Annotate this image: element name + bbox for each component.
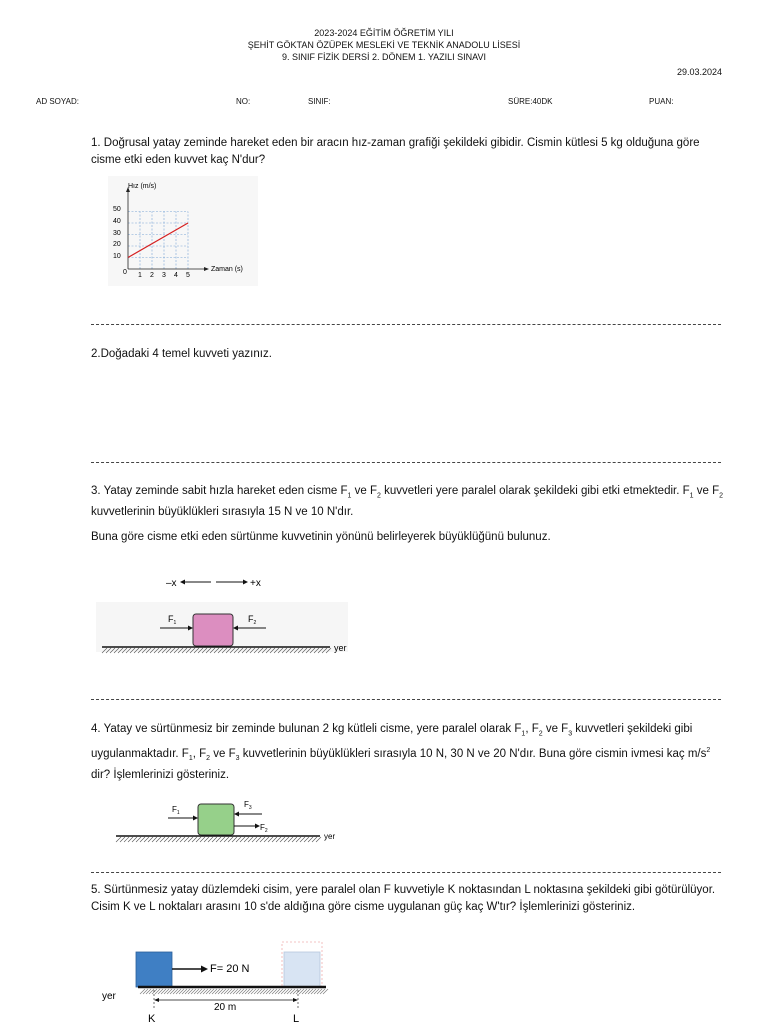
question-4 xyxy=(91,721,727,784)
work-figure-q5 xyxy=(100,940,340,1024)
force-f1-label: $F_1$ xyxy=(172,805,180,816)
duration-label: SÜRE:40DK xyxy=(508,97,553,106)
ground-hatch xyxy=(280,837,285,842)
ground-hatch xyxy=(215,989,220,994)
question-2 xyxy=(91,346,727,363)
ground-hatch xyxy=(302,989,307,994)
ground-hatch xyxy=(180,837,185,842)
ground-hatch xyxy=(252,837,257,842)
ground-hatch xyxy=(124,837,129,842)
question-2-text: 2.Doğadaki 4 temel kuvveti yazınız. xyxy=(91,348,272,360)
ground-hatch xyxy=(264,837,269,842)
ground-hatch xyxy=(155,989,160,994)
ground-hatch xyxy=(316,837,321,842)
ground-hatch xyxy=(275,989,280,994)
ground-hatch xyxy=(305,989,310,994)
graph-ytick: 50 xyxy=(113,206,121,213)
ground-hatch xyxy=(172,837,177,842)
ground-hatch xyxy=(184,837,189,842)
block-q3 xyxy=(193,614,233,646)
ground-hatch xyxy=(256,837,261,842)
ground-hatch xyxy=(185,989,190,994)
ground-hatch xyxy=(196,837,201,842)
graph-ytick: 30 xyxy=(113,230,121,237)
question-5-text: 5. Sürtünmesiz yatay düzlemdeki cisim, yere paralel olan F kuvvetiyle K noktasından L noktasına şekildeki gibi götürülüyor. Cisim K ve L noktaları arasını 10 s'de aldığına göre cisme uygulanan güç kaç W'tır? İşlemlerinizi gösteriniz. xyxy=(91,884,716,913)
ground-hatch xyxy=(140,837,145,842)
ground-hatch xyxy=(167,989,172,994)
ground-hatch xyxy=(160,837,165,842)
exam-date: 29.03.2024 xyxy=(676,67,722,77)
force-f3-label: $F_3$ xyxy=(244,800,252,811)
ground-hatch xyxy=(197,989,202,994)
ground-hatch xyxy=(227,989,232,994)
ground-hatch xyxy=(272,989,277,994)
graph-x-axis-label: Zaman (s) xyxy=(211,266,243,273)
ground-hatch xyxy=(152,837,157,842)
ground-hatch xyxy=(257,989,262,994)
ground-hatch xyxy=(120,837,125,842)
ground-hatch xyxy=(161,989,166,994)
ground-hatch xyxy=(311,989,316,994)
ground-hatch xyxy=(296,837,301,842)
ground-hatch xyxy=(176,837,181,842)
ground-hatch xyxy=(308,837,313,842)
ground-hatch xyxy=(263,989,268,994)
ground-hatch xyxy=(236,837,241,842)
graph-ytick: 40 xyxy=(113,218,121,225)
question-1 xyxy=(91,135,727,169)
force-f2-label: $F_2$ xyxy=(248,614,257,626)
ground-hatch xyxy=(268,837,273,842)
velocity-time-graph xyxy=(108,176,258,286)
ground-hatch xyxy=(240,837,245,842)
ground-hatch xyxy=(320,989,325,994)
ground-hatch xyxy=(146,989,151,994)
ground-hatch xyxy=(132,837,137,842)
graph-xtick: 3 xyxy=(162,272,166,279)
ground-hatch xyxy=(168,837,173,842)
ground-hatch xyxy=(149,989,154,994)
ground-hatch xyxy=(216,837,221,842)
ground-hatch xyxy=(221,989,226,994)
ground-hatch xyxy=(245,989,250,994)
forces-figure-q4 xyxy=(112,792,352,850)
ground-hatch xyxy=(239,989,244,994)
ground-hatch xyxy=(116,837,121,842)
ground-hatch xyxy=(312,837,317,842)
score-field-label: PUAN: xyxy=(649,97,674,106)
ground-hatch xyxy=(194,989,199,994)
distance-label: 20 m xyxy=(214,1002,237,1013)
ground-hatch xyxy=(260,837,265,842)
ground-hatch xyxy=(208,837,213,842)
force-f1-label: $F_1$ xyxy=(168,614,177,626)
point-k-label: K xyxy=(148,1013,156,1024)
ground-hatch xyxy=(170,989,175,994)
force-f2-label: $F_2$ xyxy=(260,823,268,834)
ground-hatch xyxy=(136,837,141,842)
separator xyxy=(91,324,721,325)
ground-hatch xyxy=(300,837,305,842)
ground-hatch xyxy=(287,989,292,994)
ground-label: yer xyxy=(102,991,116,1002)
ground-hatch xyxy=(148,837,153,842)
graph-xtick: 2 xyxy=(150,272,154,279)
ground-hatch xyxy=(164,837,169,842)
ground-hatch xyxy=(290,989,295,994)
ground-hatch xyxy=(288,837,293,842)
separator xyxy=(91,872,721,873)
graph-ytick: 10 xyxy=(113,253,121,260)
graph-xtick: 5 xyxy=(186,272,190,279)
ground-hatch xyxy=(233,989,238,994)
block-end-ghost xyxy=(284,952,320,987)
graph-y-axis-label: Hız (m/s) xyxy=(128,183,157,190)
exam-title: 9. SINIF FİZİK DERSİ 2. DÖNEM 1. YAZILI SINAVI xyxy=(281,52,487,62)
name-field-label: AD SOYAD: xyxy=(36,97,79,106)
point-l-label: L xyxy=(293,1013,300,1024)
ground-hatch xyxy=(191,989,196,994)
ground-hatch xyxy=(224,837,229,842)
ground-hatch xyxy=(140,989,145,994)
ground-hatch xyxy=(299,989,304,994)
class-field-label: SINIF: xyxy=(308,97,331,106)
ground-hatch xyxy=(260,989,265,994)
ground-hatch xyxy=(152,989,157,994)
ground-hatch xyxy=(296,989,301,994)
ground-hatch xyxy=(236,989,241,994)
ground-hatch xyxy=(200,837,205,842)
graph-xtick: 1 xyxy=(138,272,142,279)
ground-hatch xyxy=(188,989,193,994)
ground-hatch xyxy=(128,837,133,842)
ground-hatch xyxy=(204,837,209,842)
block-start xyxy=(136,952,172,987)
ground-hatch xyxy=(317,989,322,994)
ground-hatch xyxy=(242,989,247,994)
separator xyxy=(91,699,721,700)
question-3-text: 3. Yatay zeminde sabit hızla hareket eden cisme $F_1$ ve $F_2$ kuvvetleri yere paralel olarak şekildeki gibi etki etmektedir. $F_1$ ve $F_2$ kuvvetlerinin büyüklükleri sırasıyla 15 N ve 10 N'dır. xyxy=(91,485,724,519)
ground-hatch xyxy=(224,989,229,994)
ground-label: yer xyxy=(334,643,347,653)
ground-hatch xyxy=(144,837,149,842)
ground-hatch xyxy=(220,837,225,842)
ground-hatch xyxy=(209,989,214,994)
graph-xtick: 4 xyxy=(174,272,178,279)
ground-hatch xyxy=(158,989,163,994)
ground-hatch xyxy=(314,989,319,994)
school-year: 2023-2024 EĞİTİM ÖĞRETİM YILI xyxy=(314,28,454,38)
ground-hatch xyxy=(179,989,184,994)
ground-hatch xyxy=(276,837,281,842)
forces-figure-q3 xyxy=(96,570,356,662)
ground-hatch xyxy=(248,989,253,994)
question-4-text: 4. Yatay ve sürtünmesiz bir zeminde bulunan 2 kg kütleli cisme, yere paralel olarak $F_1$, $F_2$ ve $F_3$ kuvvetleri şekildeki gibi uygulanmaktadır. $F_1$, $F_2$ ve $F_3$ kuvvetlerinin büyüklükleri sırasıyla 10 N, 30 N ve 20 N'dır. Buna göre cismin ivmesi kaç $m/s^2$ dir? İşlemlerinizi gösteriniz. xyxy=(91,723,711,782)
ground-hatch xyxy=(266,989,271,994)
ground-hatch xyxy=(206,989,211,994)
number-field-label: NO: xyxy=(236,97,251,106)
ground-hatch xyxy=(176,989,181,994)
ground-hatch xyxy=(164,989,169,994)
ground-hatch xyxy=(281,989,286,994)
ground-hatch xyxy=(248,837,253,842)
ground-hatch xyxy=(188,837,193,842)
ground-hatch xyxy=(203,989,208,994)
ground-hatch xyxy=(230,989,235,994)
ground-hatch xyxy=(244,837,249,842)
separator xyxy=(91,462,721,463)
question-3 xyxy=(91,483,727,546)
ground-hatch xyxy=(212,989,217,994)
minus-x-label: –x xyxy=(166,578,177,589)
ground-hatch xyxy=(308,989,313,994)
ground-hatch xyxy=(269,989,274,994)
ground-hatch xyxy=(200,989,205,994)
ground-hatch xyxy=(272,837,277,842)
ground-label: yer xyxy=(324,832,336,841)
applied-force-label: F= 20 N xyxy=(210,963,250,975)
ground-hatch xyxy=(284,837,289,842)
ground-hatch xyxy=(278,989,283,994)
ground-hatch xyxy=(212,837,217,842)
ground-hatch xyxy=(218,989,223,994)
ground-hatch xyxy=(292,837,297,842)
question-3-prompt: Buna göre cisme etki eden sürtünme kuvvetinin yönünü belirleyerek büyüklüğünü bulunuz. xyxy=(91,531,551,544)
question-5 xyxy=(91,882,727,916)
school-name: ŞEHİT GÖKTAN ÖZÜPEK MESLEKİ VE TEKNİK ANADOLU LİSESİ xyxy=(247,40,521,50)
ground-hatch xyxy=(251,989,256,994)
plus-x-label: +x xyxy=(250,578,261,589)
ground-hatch xyxy=(182,989,187,994)
graph-origin-label: 0 xyxy=(123,269,127,276)
ground-hatch xyxy=(173,989,178,994)
block-q4 xyxy=(198,804,234,835)
graph-ytick: 20 xyxy=(113,241,121,248)
question-1-text: 1. Doğrusal yatay zeminde hareket eden bir aracın hız-zaman grafiği şekildeki gibidir. Cismin kütlesi 5 kg olduğuna göre cisme etki eden kuvvet kaç N'dur? xyxy=(91,137,700,166)
ground-hatch xyxy=(143,989,148,994)
ground-hatch xyxy=(192,837,197,842)
ground-hatch xyxy=(284,989,289,994)
ground-hatch xyxy=(254,989,259,994)
ground-hatch xyxy=(156,837,161,842)
ground-hatch xyxy=(228,837,233,842)
ground-hatch xyxy=(293,989,298,994)
ground-hatch xyxy=(323,989,328,994)
ground-hatch xyxy=(304,837,309,842)
ground-hatch xyxy=(232,837,237,842)
